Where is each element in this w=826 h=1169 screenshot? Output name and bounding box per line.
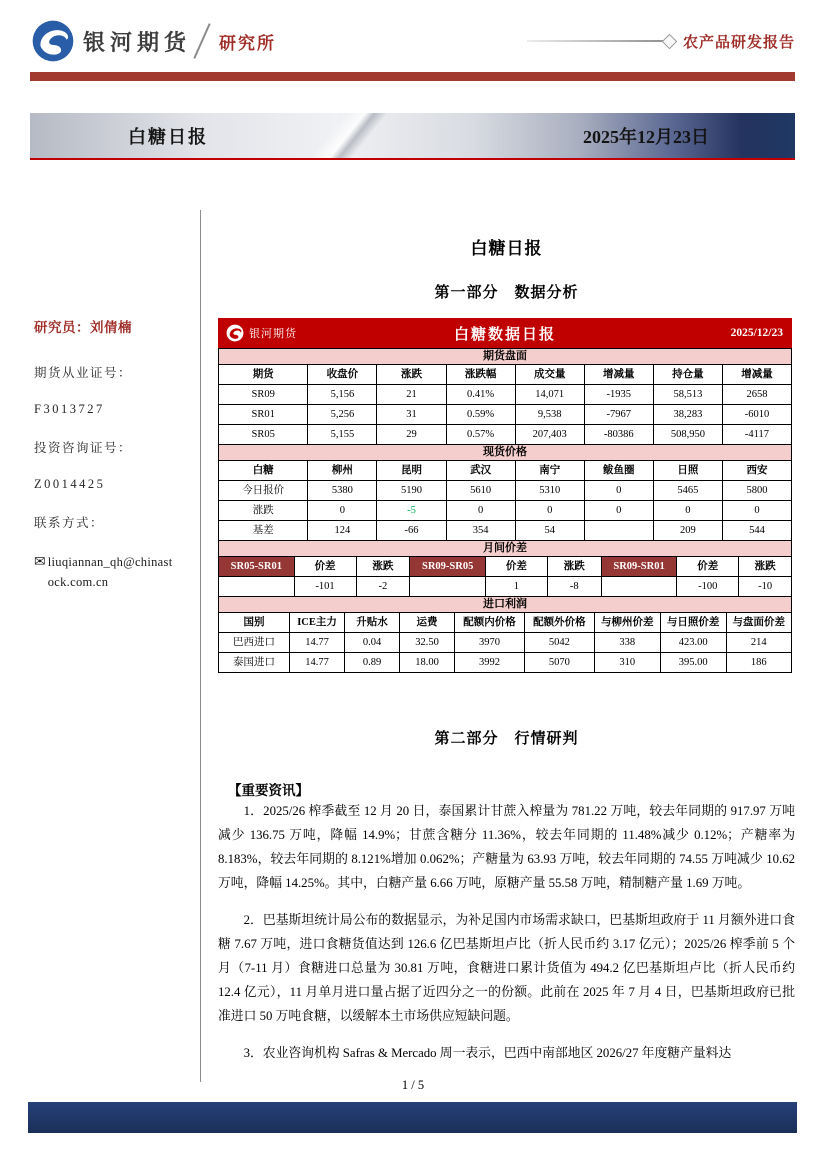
table-cell: 423.00 xyxy=(660,633,726,653)
table-cell: 3992 xyxy=(455,653,525,673)
table-cell: 38,283 xyxy=(653,405,722,425)
table-cell: -101 xyxy=(294,577,356,597)
table-row xyxy=(219,521,792,541)
table-cell: 价差 xyxy=(677,557,739,577)
table-cell: 武汉 xyxy=(446,461,515,481)
table-cell: 南宁 xyxy=(515,461,584,481)
document-title: 白糖日报 xyxy=(470,239,543,258)
body-paragraph: 1．2025/26 榨季截至 12 月 20 日，泰国累计甘蔗入榨量为 781.22 万吨，较去年同期的 917.97 万吨减少 136.75 万吨，降幅 14.9%；甘蔗含糖分 11.36%，较去年同期的 11.48%减少 0.12%；产糖率为 8.183%，较去年同期的 8.121%增加 0.062%；产糖量为 63.93 万吨，较去年同期的 74.55 万吨减少 10.62 万吨，降幅 14.25%。其中，白糖产量 6.66 万吨，原糖产量 55.58 万吨，精制糖产量 1.69 万吨。 xyxy=(218,804,795,890)
table-row xyxy=(219,557,792,577)
table-cell: 1 xyxy=(485,577,547,597)
table-cell: SR09-SR05 xyxy=(410,557,486,577)
content-divider-line xyxy=(200,210,201,1082)
table-cell xyxy=(601,577,677,597)
table-cell: 5,156 xyxy=(308,385,377,405)
table-row xyxy=(219,461,792,481)
brand-slash-divider xyxy=(193,23,210,59)
section-band-row xyxy=(219,597,792,613)
table-cell: 白糖 xyxy=(219,461,308,481)
part1-heading: 第一部分 数据分析 xyxy=(434,285,579,301)
table-sections xyxy=(218,348,792,673)
table-row xyxy=(219,613,792,633)
table-cell: -2 xyxy=(356,577,410,597)
table-row xyxy=(219,405,792,425)
table-cell: 354 xyxy=(446,521,515,541)
section-band: 期货盘面 xyxy=(219,349,792,365)
table-cell xyxy=(219,577,295,597)
table-cell: 124 xyxy=(308,521,377,541)
table-cell: -80386 xyxy=(584,425,653,445)
galaxy-logo-icon xyxy=(32,20,74,62)
table-cell: 544 xyxy=(722,521,791,541)
table-cell: 鲅鱼圈 xyxy=(584,461,653,481)
table-cell: 成交量 xyxy=(515,365,584,385)
table-row xyxy=(219,425,792,445)
table-cell: 14,071 xyxy=(515,385,584,405)
table-cell: 5070 xyxy=(524,653,594,673)
futures-cert-label: 期货从业证号： xyxy=(34,366,133,380)
table-cell: 涨跌 xyxy=(547,557,601,577)
sugar-data-table xyxy=(218,318,792,673)
table-cell xyxy=(410,577,486,597)
table-cell: -7967 xyxy=(584,405,653,425)
section-band: 现货价格 xyxy=(219,445,792,461)
table-section xyxy=(218,444,792,541)
banner-date: 2025年12月23日 xyxy=(583,126,709,147)
table-cell: 29 xyxy=(377,425,446,445)
table-cell: 3970 xyxy=(455,633,525,653)
table-cell: 14.77 xyxy=(290,653,345,673)
author-sidebar xyxy=(34,316,196,592)
table-cell: 14.77 xyxy=(290,633,345,653)
table-cell: 5,155 xyxy=(308,425,377,445)
table-date: 2025/12/23 xyxy=(730,327,783,339)
section-band-row xyxy=(219,445,792,461)
table-cell: SR01 xyxy=(219,405,308,425)
table-cell: 0 xyxy=(584,481,653,501)
email-address[interactable]: liuqiannan_qh@chinastock.com.cn xyxy=(47,555,173,589)
futures-cert-value: F3013727 xyxy=(34,402,105,416)
table-cell: 涨跌幅 xyxy=(446,365,515,385)
table-cell: 0.57% xyxy=(446,425,515,445)
table-cell: -8 xyxy=(547,577,601,597)
brand-name: 银河期货 xyxy=(83,29,192,55)
table-cell: 运费 xyxy=(400,613,455,633)
table-section xyxy=(218,348,792,445)
table-cell: 国别 xyxy=(219,613,290,633)
table-cell: 5380 xyxy=(308,481,377,501)
table-cell: 18.00 xyxy=(400,653,455,673)
table-cell: 338 xyxy=(594,633,660,653)
table-cell: 209 xyxy=(653,521,722,541)
table-cell: 与柳州价差 xyxy=(594,613,660,633)
table-cell: 508,950 xyxy=(653,425,722,445)
table-cell: 配额内价格 xyxy=(455,613,525,633)
table-row xyxy=(219,365,792,385)
table-cell: 今日报价 xyxy=(219,481,308,501)
table-cell: 9,538 xyxy=(515,405,584,425)
table-cell: 0 xyxy=(653,501,722,521)
body-paragraph: 3．农业咨询机构 Safras & Mercado 周一表示，巴西中南部地区 2026/27 年度糖产量料达 xyxy=(243,1046,732,1060)
table-cell: -10 xyxy=(739,577,792,597)
table-cell: 31 xyxy=(377,405,446,425)
table-cell: SR05-SR01 xyxy=(219,557,295,577)
table-cell: 价差 xyxy=(294,557,356,577)
table-cell: 0.04 xyxy=(345,633,400,653)
table-cell: 21 xyxy=(377,385,446,405)
table-cell: 基差 xyxy=(219,521,308,541)
table-row xyxy=(219,501,792,521)
section-band: 月间价差 xyxy=(219,541,792,557)
table-cell: 0.41% xyxy=(446,385,515,405)
table-cell: 0 xyxy=(308,501,377,521)
table-cell: 395.00 xyxy=(660,653,726,673)
table-cell: 涨跌 xyxy=(739,557,792,577)
table-section xyxy=(218,540,792,597)
envelope-icon: ✉ xyxy=(34,554,46,570)
table-cell: 0 xyxy=(515,501,584,521)
table-cell: 泰国进口 xyxy=(219,653,290,673)
advisor-cert-label: 投资咨询证号： xyxy=(34,441,133,455)
table-cell: 涨跌 xyxy=(219,501,308,521)
table-cell: 升贴水 xyxy=(345,613,400,633)
table-cell: 310 xyxy=(594,653,660,673)
table-cell: 5,256 xyxy=(308,405,377,425)
table-cell: 214 xyxy=(726,633,791,653)
table-cell: 配额外价格 xyxy=(524,613,594,633)
table-cell: 西安 xyxy=(722,461,791,481)
table-cell: 0 xyxy=(584,501,653,521)
part2-heading: 第二部分 行情研判 xyxy=(434,731,579,747)
table-cell: 日照 xyxy=(653,461,722,481)
advisor-cert-value: Z0014425 xyxy=(34,477,106,491)
table-cell: 5310 xyxy=(515,481,584,501)
table-cell: 5190 xyxy=(377,481,446,501)
table-cell: SR09-SR01 xyxy=(601,557,677,577)
table-cell: 增减量 xyxy=(722,365,791,385)
footer-bar xyxy=(28,1102,797,1133)
table-cell: 32.50 xyxy=(400,633,455,653)
table-cell: 昆明 xyxy=(377,461,446,481)
table-cell: -1935 xyxy=(584,385,653,405)
section-band-row xyxy=(219,349,792,365)
table-row xyxy=(219,481,792,501)
table-title-bar xyxy=(218,318,792,348)
table-cell: 5465 xyxy=(653,481,722,501)
table-cell: 巴西进口 xyxy=(219,633,290,653)
table-cell: 0 xyxy=(446,501,515,521)
table-cell: 价差 xyxy=(485,557,547,577)
table-cell: -66 xyxy=(377,521,446,541)
main-content xyxy=(218,0,795,1169)
table-cell: 涨跌 xyxy=(356,557,410,577)
table-cell: -4117 xyxy=(722,425,791,445)
news-heading: 【重要资讯】 xyxy=(228,783,309,798)
contact-label: 联系方式： xyxy=(34,516,105,530)
table-cell: 期货 xyxy=(219,365,308,385)
body-paragraph: 2．巴基斯坦统计局公布的数据显示，为补足国内市场需求缺口，巴基斯坦政府于 11 月额外进口食糖 7.67 万吨，进口食糖货值达到 126.6 亿巴基斯坦卢比（折人民币约 3.17 亿元）；2025/26 榨季前 5 个月（7-11 月）食糖进口总量为 30.81 万吨，食糖进口累计货值为 494.2 亿巴基斯坦卢比（折人民币约 12.4 亿元），11 月单月进口量占据了近四分之一的份额。此前在 2025 年 7 月 4 日，巴基斯坦政府已批准进口 50 万吨食糖，以缓解本土市场供应短缺问题。 xyxy=(218,913,795,1023)
table-row xyxy=(219,653,792,673)
table-cell: 涨跌 xyxy=(377,365,446,385)
table-cell: 持仓量 xyxy=(653,365,722,385)
table-logo-icon xyxy=(226,324,244,342)
email-row xyxy=(34,552,196,592)
table-cell: 0.59% xyxy=(446,405,515,425)
table-cell: 54 xyxy=(515,521,584,541)
table-cell: 5800 xyxy=(722,481,791,501)
body-paragraphs xyxy=(218,799,795,1078)
researcher-name: 研究员：刘倩楠 xyxy=(34,320,132,335)
table-row xyxy=(219,633,792,653)
table-cell: -5 xyxy=(377,501,446,521)
report-type-label: 农产品研发报告 xyxy=(682,34,795,51)
table-title: 白糖数据日报 xyxy=(453,326,556,343)
table-section xyxy=(218,596,792,673)
table-cell: -6010 xyxy=(722,405,791,425)
table-cell xyxy=(584,521,653,541)
page-number: 1 / 5 xyxy=(401,1078,425,1092)
table-cell: 柳州 xyxy=(308,461,377,481)
table-brand-name: 银河期货 xyxy=(249,328,297,340)
table-cell: 5610 xyxy=(446,481,515,501)
table-cell: 增减量 xyxy=(584,365,653,385)
section-band-row xyxy=(219,541,792,557)
table-cell: 0.89 xyxy=(345,653,400,673)
table-cell: 5042 xyxy=(524,633,594,653)
table-cell: 与盘面价差 xyxy=(726,613,791,633)
table-row xyxy=(219,577,792,597)
section-band: 进口利润 xyxy=(219,597,792,613)
table-cell: -100 xyxy=(677,577,739,597)
table-cell: ICE主力 xyxy=(290,613,345,633)
table-row xyxy=(219,385,792,405)
table-cell: 收盘价 xyxy=(308,365,377,385)
table-cell: 58,513 xyxy=(653,385,722,405)
division-name: 研究所 xyxy=(219,33,277,53)
table-cell: 与日照价差 xyxy=(660,613,726,633)
table-cell: 207,403 xyxy=(515,425,584,445)
table-cell: 0 xyxy=(722,501,791,521)
table-cell: 186 xyxy=(726,653,791,673)
table-cell: 2658 xyxy=(722,385,791,405)
table-cell: SR05 xyxy=(219,425,308,445)
banner-title: 白糖日报 xyxy=(128,126,208,147)
table-cell: SR09 xyxy=(219,385,308,405)
